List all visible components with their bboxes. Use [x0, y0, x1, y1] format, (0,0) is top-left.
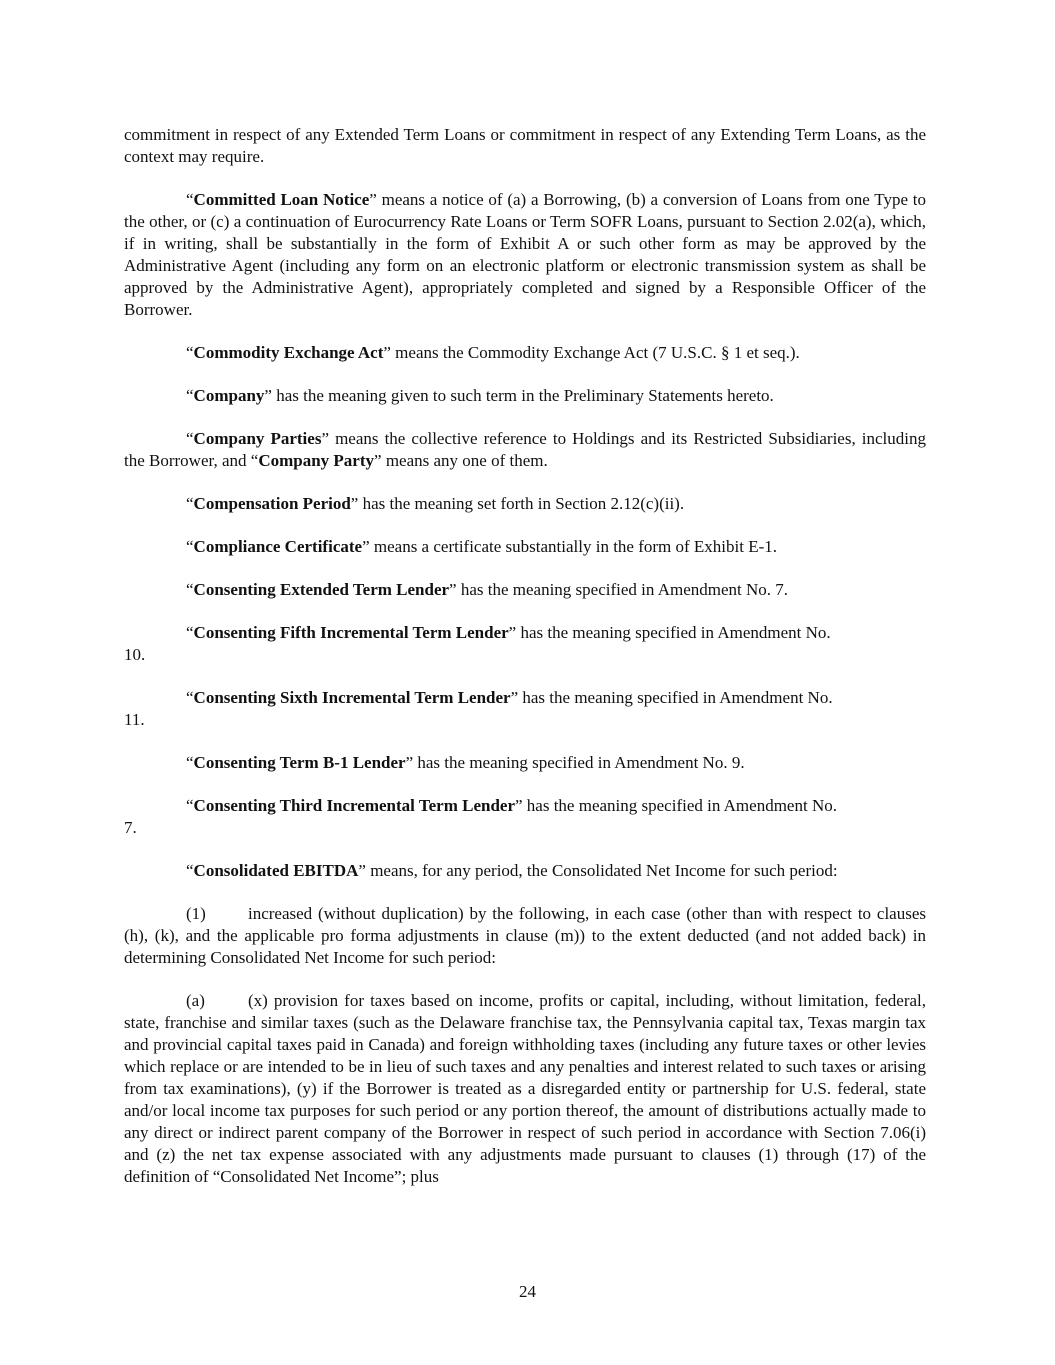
defined-term: Consenting Third Incremental Term Lender: [193, 796, 515, 815]
definition-company-parties: “Company Parties” means the collective reference to Holdings and its Restricted Subsidiaries, including the Borrower, and “Company Party” means any one of them.: [124, 429, 926, 470]
definition-committed-loan-notice: “Committed Loan Notice” means a notice of (a) a Borrowing, (b) a conversion of Loans from one Type to the other, or (c) a continuation of Eurocurrency Rate Loans or Term SOFR Loans, pursuant to Section 2.02(a), which, if in writing, shall be substantially in the form of Exhibit A or such other form as may be approved by the Administrative Agent (including any form on an electronic platform or electronic transmission system as shall be approved by the Administrative Agent), appropriately completed and signed by a Responsible Officer of the Borrower.: [124, 190, 926, 319]
clause-a: (a) (x) provision for taxes based on income, profits or capital, including, without limitation, federal, state, franchise and similar taxes (such as the Delaware franchise tax, the Pennsylvania capital tax, Texas margin tax and provincial capital taxes paid in Canada) and foreign withholding taxes (including any future taxes or other levies which replace or are intended to be in lieu of such taxes and any penalties and interest related to such taxes or arising from tax examinations), (y) if the Borrower is treated as a disregarded entity or partnership for U.S. federal, state and/or local income tax purposes for such period or any portion thereof, the amount of distributions actually made to any direct or indirect parent company of the Borrower in respect of such period in accordance with Section 7.06(i) and (z) the net tax expense associated with any adjustments made pursuant to clauses (1) through (17) of the definition of “Consolidated Net Income”; plus: [124, 991, 926, 1186]
definition-consenting-sixth-incremental-term-lender: “Consenting Sixth Incremental Term Lender” has the meaning specified in Amendment No. 11.: [124, 687, 926, 731]
defined-term: Commodity Exchange Act: [193, 343, 384, 362]
defined-term: Company: [193, 386, 265, 405]
page-number: 24: [519, 1282, 536, 1301]
continuation-paragraph: commitment in respect of any Extended Term Loans or commitment in respect of any Extending Term Loans, as the context may require.: [124, 125, 926, 166]
defined-term: Consenting Extended Term Lender: [193, 580, 450, 599]
amendment-number: 11.: [124, 710, 145, 729]
defined-term: Compensation Period: [193, 494, 351, 513]
definition-consenting-fifth-incremental-term-lender: “Consenting Fifth Incremental Term Lender” has the meaning specified in Amendment No. 10.: [124, 622, 926, 666]
definition-consenting-term-b1-lender: “Consenting Term B-1 Lender” has the meaning specified in Amendment No. 9.: [186, 753, 745, 772]
defined-term: Company Parties: [193, 429, 322, 448]
clause-label: (1): [186, 904, 206, 923]
defined-term: Consenting Term B-1 Lender: [193, 753, 406, 772]
amendment-number: 7.: [124, 818, 137, 837]
defined-term: Committed Loan Notice: [193, 190, 370, 209]
definition-commodity-exchange-act: “Commodity Exchange Act” means the Commodity Exchange Act (7 U.S.C. § 1 et seq.).: [186, 343, 800, 362]
defined-term: Consolidated EBITDA: [193, 861, 359, 880]
definition-compensation-period: “Compensation Period” has the meaning set forth in Section 2.12(c)(ii).: [186, 494, 685, 513]
definition-consenting-extended-term-lender: “Consenting Extended Term Lender” has the meaning specified in Amendment No. 7.: [186, 580, 789, 599]
amendment-number: 10.: [124, 645, 146, 664]
clause-1: (1) increased (without duplication) by the following, in each case (other than with respect to clauses (h), (k), and the applicable pro forma adjustments in clause (m)) to the extent deducted (and not added back) in determining Consolidated Net Income for such period:: [124, 904, 926, 967]
defined-term: Company Party: [258, 451, 375, 470]
definition-compliance-certificate: “Compliance Certificate” means a certificate substantially in the form of Exhibit E-1.: [186, 537, 778, 556]
definition-company: “Company” has the meaning given to such term in the Preliminary Statements hereto.: [186, 386, 774, 405]
definition-consenting-third-incremental-term-lender: “Consenting Third Incremental Term Lender” has the meaning specified in Amendment No. 7.: [124, 795, 926, 839]
defined-term: Consenting Fifth Incremental Term Lender: [193, 623, 509, 642]
defined-term: Compliance Certificate: [193, 537, 363, 556]
defined-term: Consenting Sixth Incremental Term Lender: [193, 688, 511, 707]
clause-label: (a): [186, 991, 205, 1010]
document-page: [124, 124, 926, 1209]
definition-consolidated-ebitda: “Consolidated EBITDA” means, for any period, the Consolidated Net Income for such period:: [186, 861, 838, 880]
